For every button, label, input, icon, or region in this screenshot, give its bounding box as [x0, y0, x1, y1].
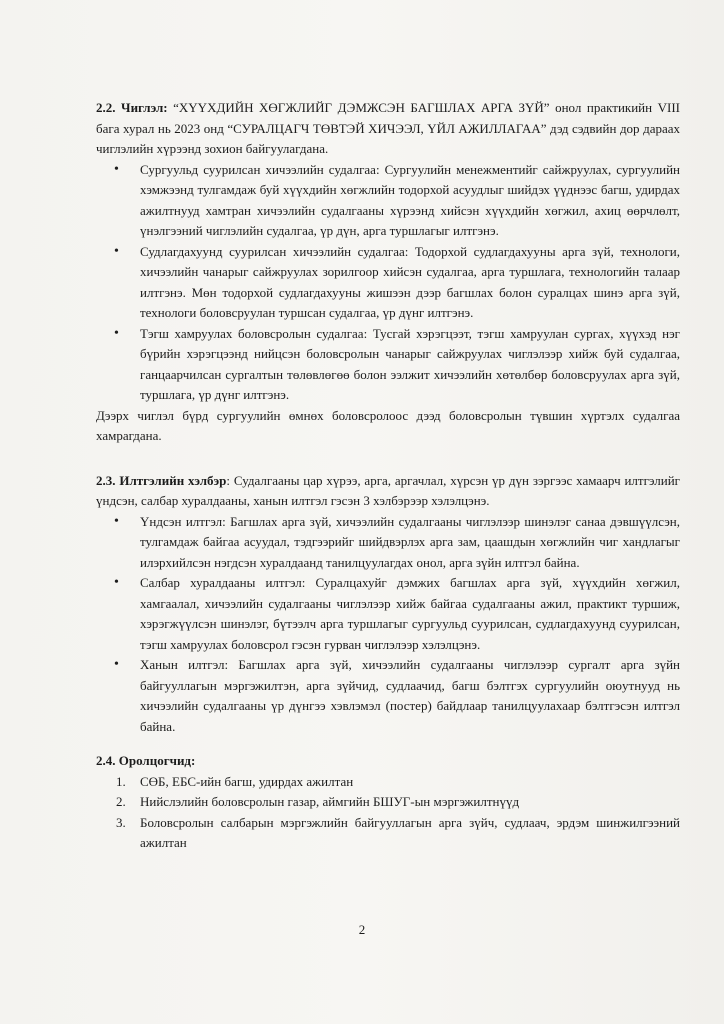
- list-item-text: Боловсролын салбарын мэргэжлийн байгууллагын арга зүйч, судлаач, эрдэм шинжилгээний ажилтан: [140, 814, 680, 850]
- section-2-2-closing: Дээрх чиглэл бүрд сургуулийн өмнөх боловсролоос дээд боловсролын түвшин хүртэлх судалгаа хамрагдана.: [96, 407, 680, 443]
- section-2-2-text: “ХҮҮХДИЙН ХӨГЖЛИЙГ ДЭМЖСЭН БАГШЛАХ АРГА ЗҮЙ” онол практикийн VIII бага хурал нь 2023 онд “СУРАЛЦАГЧ ТӨВТЭЙ ХИЧЭЭЛ, ҮЙЛ АЖИЛЛАГАА” дэд сэдвийн дор дараах чиглэлийн хүрээнд зохион байгуулагдана.: [96, 100, 680, 156]
- section-2-2-heading: Чиглэл:: [121, 100, 168, 115]
- section-2-2-bullet-list: [96, 160, 680, 406]
- list-item: [116, 792, 680, 813]
- list-item-number: 3.: [116, 814, 126, 830]
- page-content: [96, 98, 680, 854]
- section-2-4-heading: Оролцогчид:: [118, 753, 196, 768]
- section-2-2-paragraph: [96, 98, 680, 160]
- bullet-item: • Салбар хуралдааны илтгэл: Суралцахуйг дэмжих багшлах арга зүй, хүүхдийн хөгжил, хамгаалал, хичээлийн судалгааны чиглэлээр хийж байгаа судалгааны ажил, практикт туршиж, хэрэгжүүлсэн шинэлэг, бүтээлч арга туршлагыг сургуульд суурилсан, судлагдахуунд суурилсан, тэгш хамруулах боловсрол гэсэн гурван чиглэлээр хэлэлцэнэ.: [140, 573, 680, 655]
- list-item-number: 1.: [116, 773, 126, 789]
- section-2-3-heading: Илтгэлийн хэлбэр: [119, 472, 227, 488]
- bullet-item: • Сургуульд суурилсан хичээлийн судалгаа: Сургуулийн менежментийг сайжруулах, сургуулийн хэмжээнд тулгамдаж буй хүүхдийн хөгжлийн тодорхой асуудлыг шийдэх үүднээс багш, удирдах ажилтнууд хамтран хичээлийн судалгааны хүрээнд хийсэн хүүхдийн хөгжил, ахиц өөрчлөлт, үнэлгээний чиглэлийн судалгаа, үр дүн, арга туршлагыг илтгэнэ.: [140, 160, 680, 242]
- bullet-item: • Ханын илтгэл: Багшлах арга зүй, хичээлийн судалгааны чиглэлээр сургалт арга зүйн байгууллагын мэргэжилтэн, арга зүйчид, судлаачид, багш бэлтгэх сургуулийн оюутнууд нь хичээлийн судалгааны үр дүнгээ хэвлэмэл (постер) байдлаар танилцуулахаар бэлтгэсэн илтгэл байна.: [140, 655, 680, 737]
- section-2-3-bullet-list: [96, 512, 680, 738]
- list-item-text: СӨБ, ЕБС-ийн багш, удирдах ажилтан: [140, 773, 354, 789]
- section-2-3-number: 2.3.: [96, 472, 116, 488]
- bullet-item: • Судлагдахуунд суурилсан хичээлийн судалгаа: Тодорхой судлагдахууны арга зүй, технологи, хичээлийн чанарыг сайжруулах зорилгоор хийсэн судалгаа, арга туршлага, технологийн талаар илтгэнэ. Мөн тодорхой судлагдахууны жишээн дээр багшлах болон суралцах шинэ арга зүй, технологи боловсруулан туршсан судалгаа, үр дүнг илтгэнэ.: [140, 242, 680, 324]
- list-item: [116, 772, 680, 793]
- bullet-item: • Тэгш хамруулах боловсролын судалгаа: Тусгай хэрэгцээт, тэгш хамруулан сургах, хүүхэд нэг бүрийн хэрэгцээнд нийцсэн боловсролын чанарыг сайжруулах чиглэлээр хийж буй судалгаа, ганцаарчилсан сургалтын төлөвлөгөө болон ээлжит хичээлийн хөтөлбөр боловсруулах арга зүй, туршлага, үр дүнг илтгэнэ.: [140, 324, 680, 406]
- section-2-2-number: 2.2.: [96, 100, 116, 115]
- list-item: [116, 813, 680, 854]
- section-2-3-text: : Судалгааны цар хүрээ, арга, аргачлал, хүрсэн үр дүн зэргээс хамаарч илтгэлийг үндсэн, салбар хуралдааны, ханын илтгэл гэсэн 3 хэлбэрээр хэлэлцэнэ.: [96, 472, 681, 508]
- list-item-text: Нийслэлийн боловсролын газар, аймгийн БШУГ-ын мэргэжилтнүүд: [140, 794, 520, 809]
- participants-list: [96, 772, 680, 854]
- section-2-4-number: 2.4.: [96, 753, 116, 768]
- list-item-number: 2.: [116, 794, 126, 809]
- section-2-3-paragraph: [96, 471, 680, 512]
- bullet-item: • Үндсэн илтгэл: Багшлах арга зүй, хичээлийн судалгааны чиглэлээр шинэлэг санаа дэвшүүлсэн, тулгамдаж байгаа асуудал, тэдгээрийг шийдвэрлэх арга зам, цаашдын хөгжлийн чиг хандлагыг илэрхийлсэн нэгдсэн хуралдаанд танилцуулагдах онол, арга зүйн илтгэл байна.: [140, 512, 680, 574]
- page-number: 2: [358, 922, 366, 937]
- section-2-4-heading-line: [96, 751, 680, 772]
